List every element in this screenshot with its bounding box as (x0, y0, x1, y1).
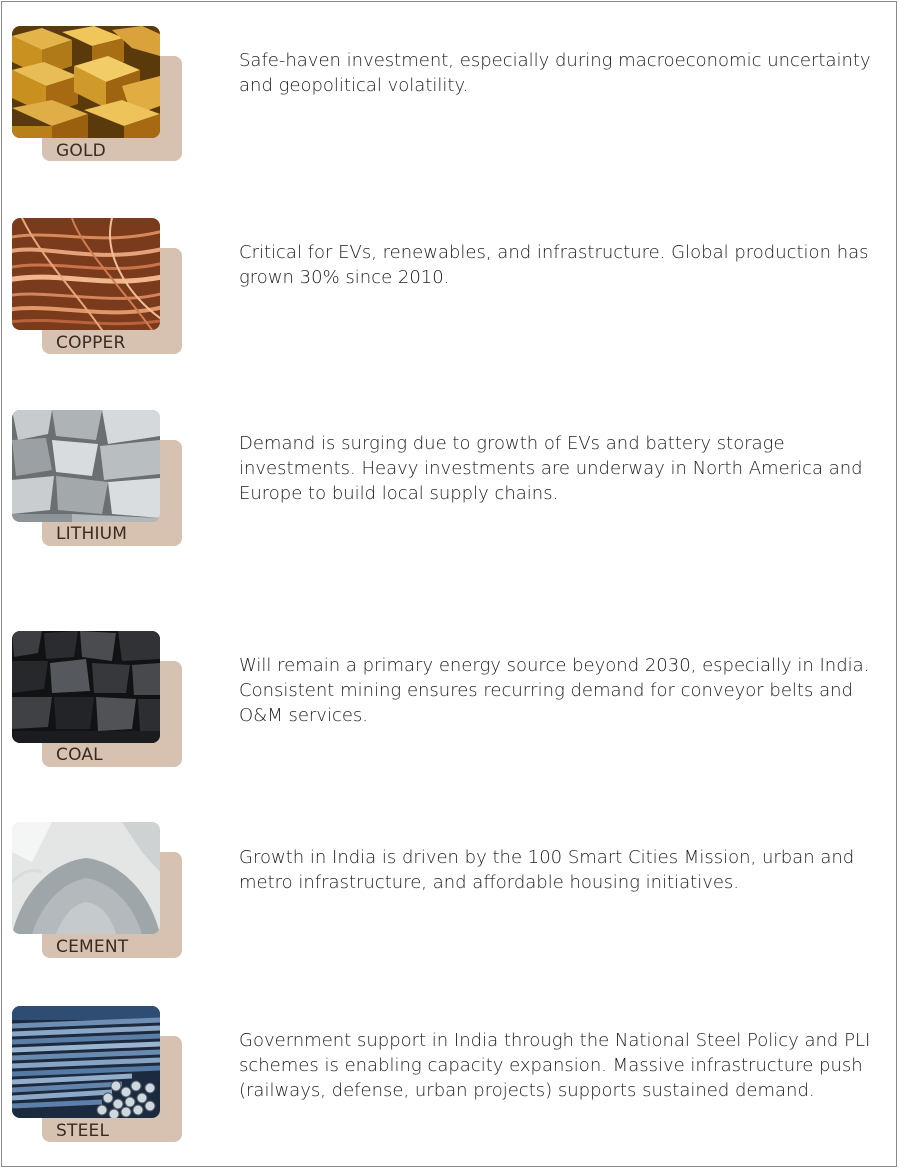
commodity-description: Will remain a primary energy source beyond 2030, especially in India. Consistent mining ensures recurring demand for conveyor belts and O&M services. (239, 655, 870, 726)
lithium-ore-image (12, 410, 160, 522)
commodity-name: CEMENT (56, 937, 129, 957)
commodity-name: LITHIUM (56, 524, 128, 544)
copper-wire-image (12, 218, 160, 330)
commodity-name: STEEL (56, 1121, 110, 1141)
commodity-description: Demand is surging due to growth of EVs and battery storage investments. Heavy investments are underway in North America and Europe to build local supply chains. (239, 433, 863, 504)
commodity-description: Growth in India is driven by the 100 Smart Cities Mission, urban and metro infrastructure, and affordable housing initiatives. (239, 847, 855, 893)
commodity-description: Safe-haven investment, especially during macroeconomic uncertainty and geopolitical volatility. (239, 50, 871, 96)
page-frame (1, 1, 897, 1167)
cement-powder-image (12, 822, 160, 934)
commodity-name: GOLD (56, 141, 106, 161)
gold-bars-image (12, 26, 160, 138)
commodity-name: COPPER (56, 333, 126, 353)
commodity-name: COAL (56, 745, 103, 765)
commodity-description: Government support in India through the National Steel Policy and PLI schemes is enabling capacity expansion. Massive infrastructure push (railways, defense, urban projects) supports sustained demand. (239, 1030, 871, 1101)
steel-rebar-image (12, 1006, 160, 1118)
coal-lumps-image (12, 631, 160, 743)
commodity-description: Critical for EVs, renewables, and infrastructure. Global production has grown 30% since 2010. (239, 242, 869, 288)
